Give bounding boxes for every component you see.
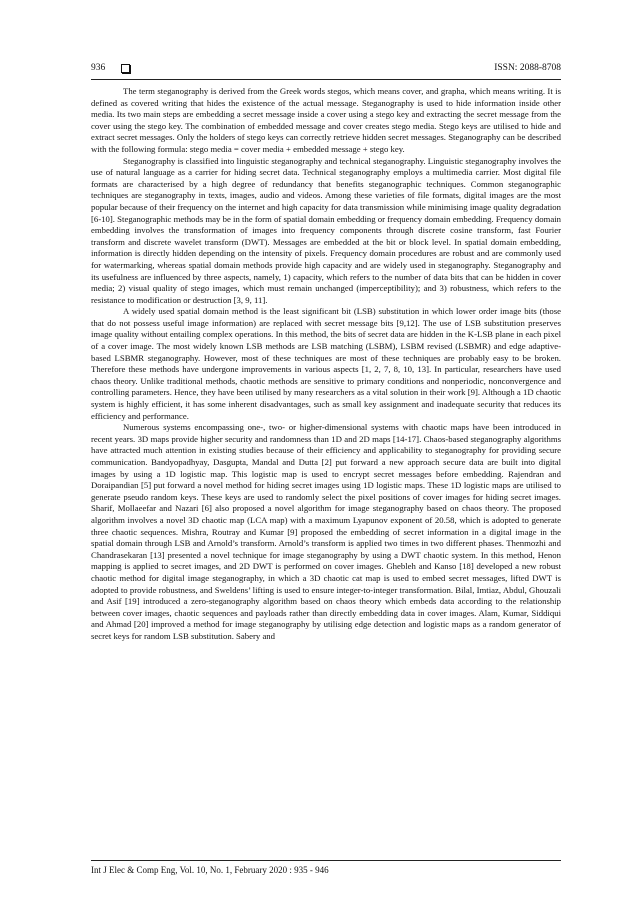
- page-header: [91, 60, 561, 76]
- paragraph: Steganography is classified into linguistic steganography and technical steganography. Linguistic steganography involves the use of natural language as a carrier for hiding secret data. Technical steganography employs a multimedia carrier. Most digital file formats are characterised by a high degree of redundancy that benefits steganographic techniques. Common steganographic techniques are steganography in texts, images, audio and videos. Among these varieties of file formats, digital images are the most popular because of their frequency on the internet and high capacity for data transmission while minimising image quality degradation [6-10]. Steganographic methods may be in the form of spatial domain embedding or frequency domain embedding. Frequency domain embedding involves the transformation of images into frequency components through discrete cosine transform, fast Fourier transform and discrete wavelet transform (DWT). Messages are embedded at the bit or block level. In spatial domain embedding, information is directly hidden depending on the intensity of pixels. Frequency domain procedures are robust and are commonly used for watermarking, whereas spatial domain methods provide high capacity and are widely used in steganography. Steganography and its usefulness are influenced by three aspects, namely, 1) capacity, which refers to the number of data bits that can be hidden in cover media; 2) visual quality of stego images, which must remain unchanged (imperceptibility); and 3) robustness, which refers to the resistance to modification or destruction [3, 9, 11].: [91, 155, 561, 305]
- journal-citation: Int J Elec & Comp Eng, Vol. 10, No. 1, February 2020 : 935 - 946: [91, 865, 329, 875]
- paragraph: Numerous systems encompassing one-, two- or higher-dimensional systems with chaotic maps have been introduced in recent years. 3D maps provide higher security and randomness than 1D and 2D maps [14-17]. Chaos-based steganography algorithms have attracted much attention in existing studies because of their efficiency and applicability to steganography for providing secure communication. Bandyopadhyay, Dasgupta, Mandal and Dutta [2] put forward a new approach secure data are built into digital images by using a 1D logistic map. This logistic map is used to encrypt secret messages before embedding. Rajendran and Doraipandian [5] put forward a novel method for hiding secret images using 1D logistic maps. These 1D logistic maps are utilised to generate pseudo random keys. These keys are used to randomly select the pixel positions of cover images for hiding secret images. Sharif, Mollaeefar and Nazari [6] also proposed a novel algorithm for image steganography based on chaos theory. The proposed algorithm involves a novel 3D chaotic map (LCA map) with a maximum Lyapunov exponent of 20.58, which is adopted to generate three chaotic sequences. Mishra, Routray and Kumar [9] proposed the embedding of secret information in a digital image in the spatial domain through LSB and Arnold’s transform. Arnold’s transform is applied two times in two different phases. Thenmozhi and Chandrasekaran [13] presented a novel technique for image steganography by using a DWT chaotic system. In this method, Henon mapping is applied to secret images, and 2D DWT is performed on cover images. Ghebleh and Kanso [18] developed a new robust chaotic method for digital image steganography, in which a 3D chaotic cat map is used to embed secret messages, lifted DWT is adopted to provide robustness, and Sweldens’ lifting is used to ensure integer-to-integer transformation. Bilal, Imtiaz, Abdul, Ghouzali and Asif [19] introduced a zero-steganography algorithm based on chaos theory which embeds data according to the relationship between cover images, chaotic sequences and payloads rather than directly embedding data in cover images. Alam, Kumar, Siddiqui and Ahmad [20] improved a method for image steganography by utilising edge detection and logistic maps as a random generator of secret keys for random LSB substitution. Sabery and: [91, 422, 561, 641]
- footer-divider: [91, 860, 561, 861]
- paragraph: The term steganography is derived from the Greek words stegos, which means cover, and grapha, which means writing. It is defined as covered writing that hides the existence of the actual message. Steganography is used to hide information inside other media. Its two main steps are embedding a secret message inside a cover using a stego key and extracting the secret message from the cover using the stego key. The combination of embedded message and cover creates stego media. Stego keys are utilised to hide and extract secret messages. Only the holders of stego keys can correctly retrieve hidden secret messages. Steganography can be described with the following formula: stego media = cover media + embedded message + stego key.: [91, 86, 561, 154]
- header-divider: [91, 79, 561, 80]
- issn-label: ISSN: 2088-8708: [494, 63, 561, 73]
- article-body: [91, 86, 561, 856]
- paragraph: A widely used spatial domain method is the least significant bit (LSB) substitution in which lower order image bits (those that do not possess useful image information) are replaced with secret message bits [9,12]. The use of LSB substitution preserves image quality without entailing complex operations. In this method, the bits of secret data are hidden in the K-LSB plane in each pixel of a cover image. The most widely known LSB methods are LSB matching (LSBM), LSBM revised (LSBMR) and edge adaptive-based LSBMR steganography. However, most of these techniques are most of these techniques are probably easy to be broken. Therefore these methods have undergone improvements in various aspects [1, 2, 7, 8, 10, 13]. In particular, researchers have used chaos theory. Unlike traditional methods, chaotic methods are sensitive to primary conditions and nonperiodic, nonconvergence and controlling parameters. Hence, they have been utilised by many researchers as a vital solution in their work [9]. Although a 1D chaotic system is highly efficient, it has some inherent disadvantages, such as small key assignment and inadequate security that reduces its efficiency and performance.: [91, 306, 561, 421]
- checkbox-square-icon: [121, 64, 130, 73]
- page-number: 936: [91, 63, 106, 73]
